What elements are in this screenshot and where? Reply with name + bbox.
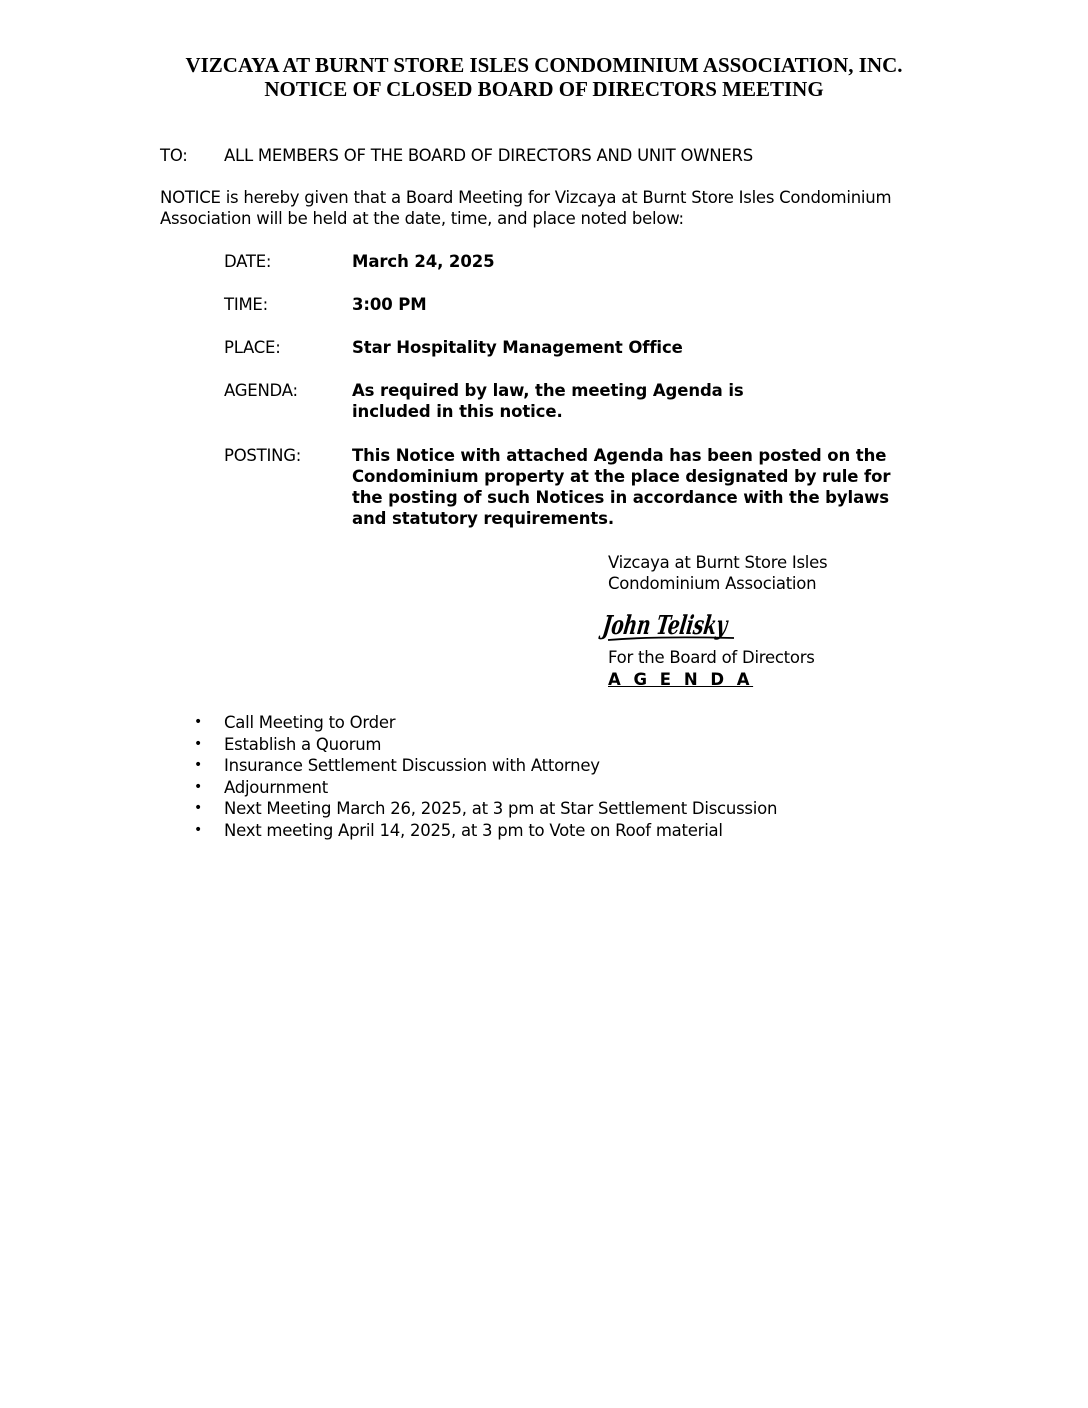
bullet-icon: • — [194, 778, 203, 795]
bullet-icon: • — [194, 757, 203, 773]
bullet-icon: • — [194, 800, 203, 816]
signature-for-line: For the Board of Directors — [608, 648, 815, 667]
agenda-item — [192, 777, 777, 799]
posting-value: This Notice with attached Agenda has been posted on the Condominium property at the place designated by rule for the posting of such Notices in accordance with the bylaws and statutory requirements. — [352, 446, 891, 528]
to-recipients: ALL MEMBERS OF THE BOARD OF DIRECTORS AND UNIT OWNERS — [224, 146, 753, 165]
handwritten-signature — [600, 604, 779, 648]
association-title: VIZCAYA AT BURNT STORE ISLES CONDOMINIUM ASSOCIATION, INC. — [185, 53, 903, 77]
agenda-item — [192, 712, 777, 734]
time-label: TIME: — [224, 295, 268, 314]
notice-paragraph: NOTICE is hereby given that a Board Meeting for Vizcaya at Burnt Store Isles Condominium Association will be held at the date, time, and place noted below: — [160, 188, 892, 228]
to-label: TO: — [160, 146, 188, 165]
notice-title: NOTICE OF CLOSED BOARD OF DIRECTORS MEETING — [264, 77, 824, 101]
signature-text: John Telisky — [600, 610, 779, 641]
bullet-icon: • — [194, 735, 203, 752]
agenda-list — [192, 712, 777, 841]
agenda-item-text: Insurance Settlement Discussion with Attorney — [224, 756, 600, 775]
agenda-item — [192, 820, 777, 842]
date-label: DATE: — [224, 252, 272, 271]
agenda-item — [192, 798, 777, 820]
signature-organization: Vizcaya at Burnt Store Isles Condominium Association — [608, 553, 828, 593]
time-value: 3:00 PM — [352, 295, 427, 314]
agenda-item-text: Next meeting April 14, 2025, at 3 pm to Vote on Roof material — [224, 820, 723, 840]
place-label: PLACE: — [224, 338, 281, 357]
agenda-item — [192, 734, 777, 756]
agenda-item-text: Adjournment — [224, 777, 328, 797]
agenda-item-text: Call Meeting to Order — [224, 713, 396, 732]
agenda-item — [192, 755, 777, 777]
agenda-item-text: Next Meeting March 26, 2025, at 3 pm at Star Settlement Discussion — [224, 799, 778, 818]
agenda-value: As required by law, the meeting Agenda is included in this notice. — [352, 381, 744, 421]
date-value: March 24, 2025 — [352, 252, 495, 271]
bullet-icon: • — [194, 714, 203, 730]
place-value: Star Hospitality Management Office — [352, 338, 683, 357]
bullet-icon: • — [194, 821, 203, 838]
agenda-heading: A G E N D A — [608, 670, 754, 689]
agenda-item-text: Establish a Quorum — [224, 734, 382, 754]
posting-label: POSTING: — [224, 446, 302, 465]
agenda-label: AGENDA: — [224, 381, 298, 400]
